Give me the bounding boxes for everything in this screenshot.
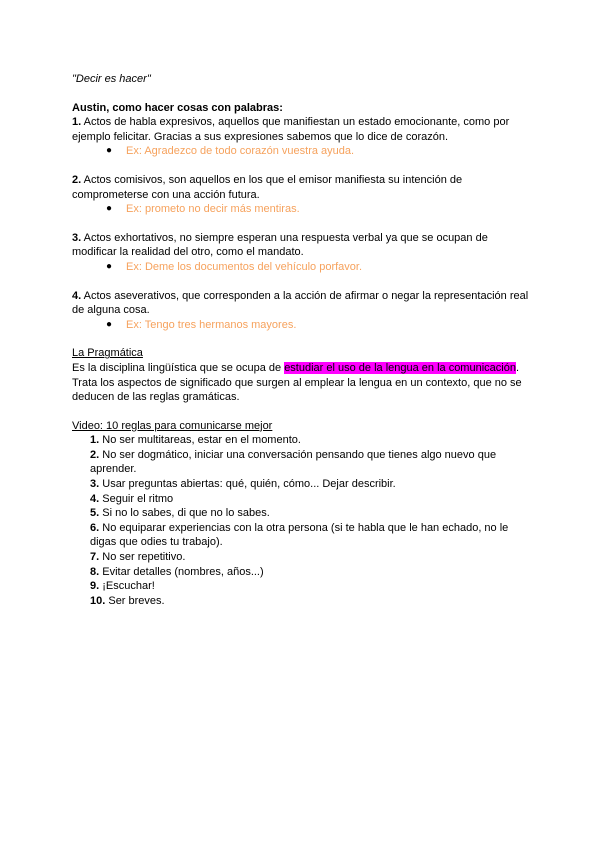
rule-text: Evitar detalles (nombres, años...) bbox=[99, 565, 264, 578]
list-item bbox=[90, 492, 532, 507]
act-example bbox=[72, 260, 532, 275]
rule-number: 9. bbox=[90, 580, 100, 593]
act-number: 4. bbox=[72, 289, 82, 302]
rule-number: 10. bbox=[90, 594, 106, 607]
rule-text: ¡Escuchar! bbox=[99, 580, 155, 593]
rule-number: 5. bbox=[90, 507, 100, 520]
act-paragraph bbox=[72, 289, 532, 318]
act-paragraph bbox=[72, 173, 532, 202]
act-text: Actos comisivos, son aquellos en los que el emisor manifiesta su intención de comprometerse con una acción futura. bbox=[72, 173, 463, 201]
video-heading: Video: 10 reglas para comunicarse mejor bbox=[72, 419, 273, 432]
rule-text: No equiparar experiencias con la otra persona (si te habla que le han echado, no le digas que odies tu trabajo). bbox=[90, 521, 509, 549]
bullet-icon: ● bbox=[106, 145, 113, 157]
act-text: Actos aseverativos, que corresponden a la acción de afirmar o negar la representación real de alguna cosa. bbox=[72, 289, 529, 317]
rule-number: 3. bbox=[90, 478, 100, 491]
rule-text: Usar preguntas abiertas: qué, quién, cómo... Dejar describir. bbox=[99, 478, 396, 491]
rule-text: No ser repetitivo. bbox=[99, 551, 186, 564]
example-text: Ex: Tengo tres hermanos mayores. bbox=[126, 318, 297, 331]
list-item bbox=[90, 521, 532, 550]
bullet-icon: ● bbox=[106, 318, 113, 330]
act-example bbox=[72, 318, 532, 333]
document-page bbox=[72, 72, 532, 608]
rule-number: 1. bbox=[90, 434, 100, 447]
list-item bbox=[90, 448, 532, 477]
bullet-icon: ● bbox=[106, 203, 113, 215]
act-example bbox=[72, 202, 532, 217]
pragmatica-highlight: estudiar el uso de la lengua en la comunicación bbox=[284, 361, 516, 374]
act-paragraph bbox=[72, 231, 532, 260]
act-text: Actos de habla expresivos, aquellos que manifiestan un estado emocionante, como por ejemplo felicitar. Gracias a sus expresiones sabemos que lo dice de corazón. bbox=[72, 116, 510, 143]
act-text: Actos exhortativos, no siempre esperan una respuesta verbal ya que se ocupan de modificar la realidad del otro, como el mandato. bbox=[72, 231, 488, 259]
rule-number: 8. bbox=[90, 565, 100, 578]
act-number: 1. bbox=[72, 116, 82, 129]
pragmatica-heading: La Pragmática bbox=[72, 347, 143, 360]
list-item bbox=[90, 550, 532, 565]
example-text: Ex: prometo no decir más mentiras. bbox=[126, 203, 300, 216]
rule-text: No ser dogmático, iniciar una conversación pensando que tienes algo nuevo que aprender. bbox=[90, 448, 497, 476]
list-item bbox=[90, 506, 532, 521]
rule-text: Seguir el ritmo bbox=[99, 492, 174, 505]
rule-number: 6. bbox=[90, 521, 100, 534]
rule-number: 2. bbox=[90, 448, 100, 461]
act-number: 3. bbox=[72, 231, 82, 244]
austin-heading: Austin, como hacer cosas con palabras: bbox=[72, 101, 283, 114]
document-title: "Decir es hacer" bbox=[72, 73, 151, 85]
example-text: Ex: Deme los documentos del vehículo porfavor. bbox=[126, 260, 363, 273]
rule-text: Si no lo sabes, di que no lo sabes. bbox=[99, 507, 270, 520]
rule-number: 4. bbox=[90, 492, 100, 505]
list-item bbox=[90, 594, 532, 609]
rule-text: No ser multitareas, estar en el momento. bbox=[99, 434, 301, 447]
rule-number: 7. bbox=[90, 551, 100, 564]
list-item bbox=[90, 433, 532, 448]
pragmatica-paragraph bbox=[72, 361, 532, 405]
pragmatica-text-before: Es la disciplina lingüística que se ocupa de bbox=[72, 361, 285, 374]
example-text: Ex: Agradezco de todo corazón vuestra ayuda. bbox=[126, 145, 355, 158]
act-number: 2. bbox=[72, 173, 82, 186]
pragmatica-text-after: . Trata los aspectos de significado que surgen al emplear la lengua en un contexto, que no se deducen de las reglas gramáticas. bbox=[72, 361, 522, 404]
list-item bbox=[90, 565, 532, 580]
rules-list bbox=[72, 433, 532, 608]
bullet-icon: ● bbox=[106, 260, 113, 272]
act-example bbox=[72, 144, 532, 159]
act-paragraph bbox=[72, 115, 532, 144]
rule-text: Ser breves. bbox=[105, 594, 165, 607]
list-item bbox=[90, 579, 532, 594]
list-item bbox=[90, 477, 532, 492]
